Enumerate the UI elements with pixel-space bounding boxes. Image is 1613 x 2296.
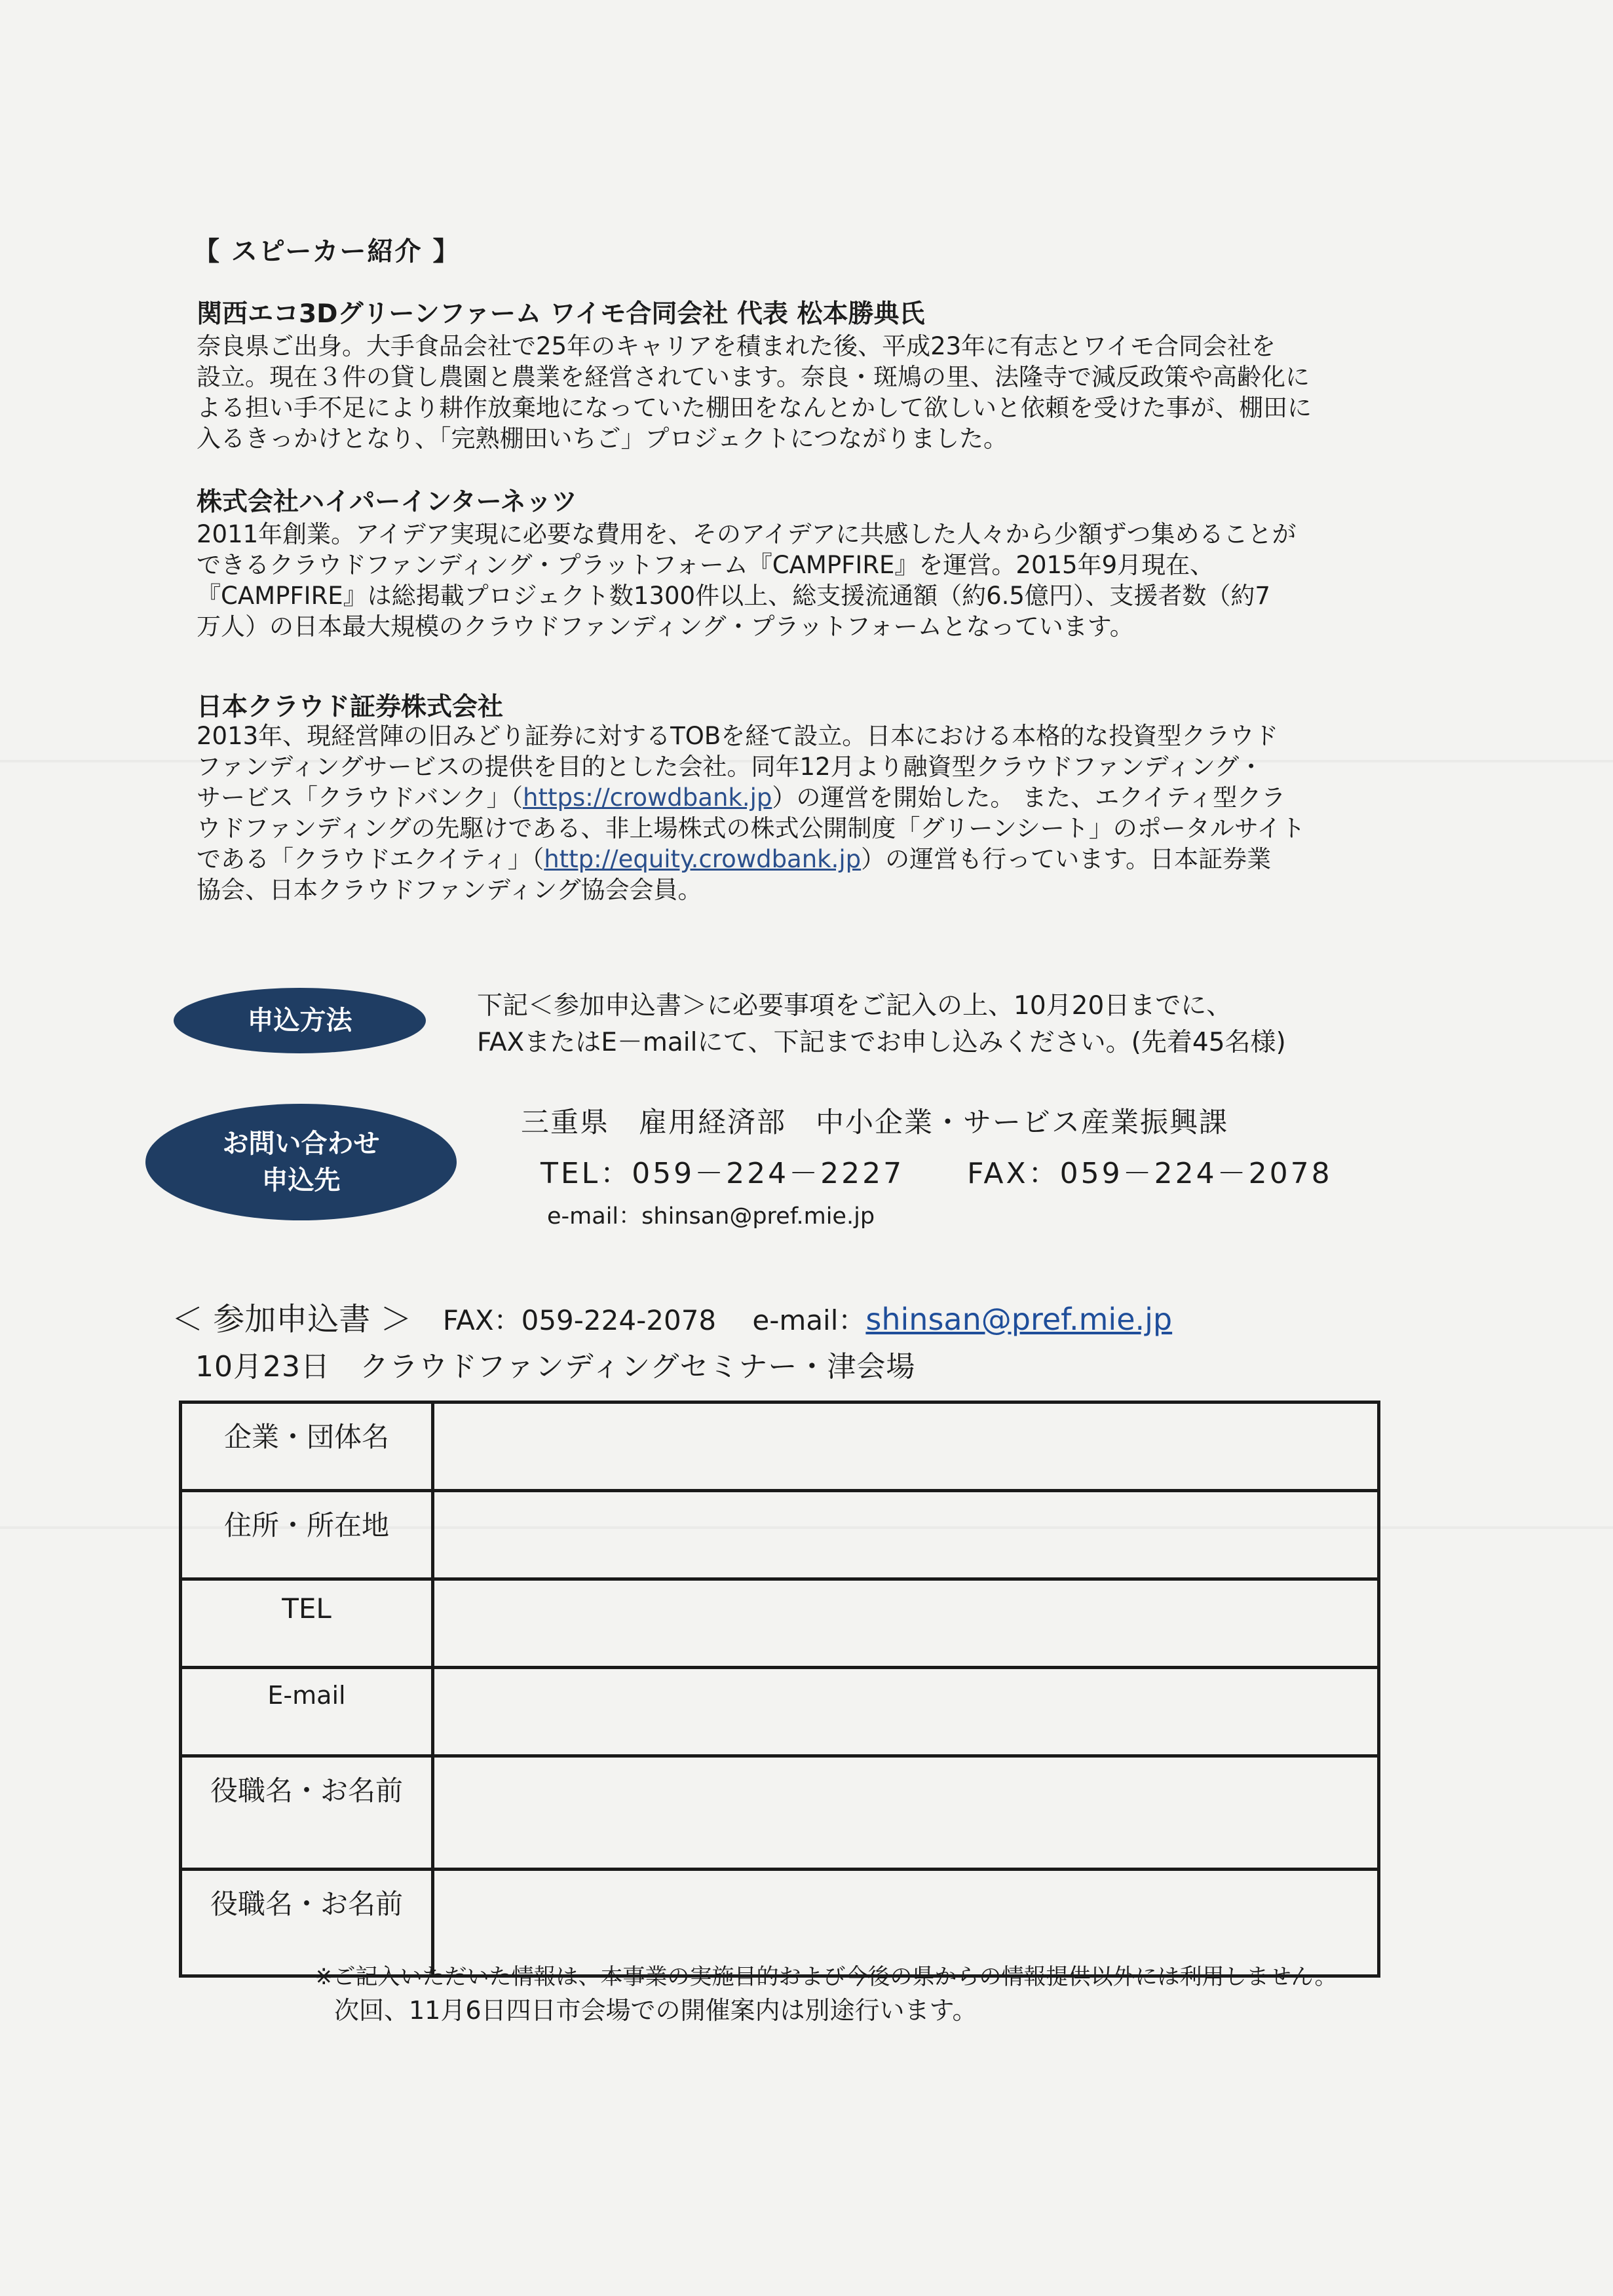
speaker-3-text: である「クラウドエクイティ」（ [197, 845, 544, 873]
speakers-section-title: 【 スピーカー紹介 】 [193, 236, 461, 267]
speaker-2-bio [197, 519, 1464, 642]
speaker-3-bio-line [197, 844, 1464, 875]
apply-method-badge [174, 988, 426, 1053]
apply-method-badge-label: 申込方法 [247, 1006, 352, 1036]
speaker-1-bio-line: よる担い手不足により耕作放棄地になっていた棚田をなんとかして欲しいと依頼を受けた事が、棚田に [197, 394, 1312, 422]
apply-instructions [477, 988, 1286, 1061]
form-header [172, 1294, 1172, 1339]
contact-department: 三重県 雇用経済部 中小企業・サービス産業振興課 [521, 1106, 1228, 1139]
contact-badge-line: お問い合わせ [222, 1129, 380, 1159]
privacy-note: ※ご記入いただいた情報は、本事業の実施目的および今後の県からの情報提供以外には利用しません。 [314, 1964, 1337, 1990]
contact-email: e-mail：shinsan@pref.mie.jp [547, 1203, 875, 1230]
speaker-3-bio-line: 2013年、現経営陣の旧みどり証券に対するTOBを経て設立。日本における本格的な投資型クラウド [197, 722, 1279, 750]
speaker-1-bio-line: 設立。現在３件の貸し農園と農業を経営されています。奈良・斑鳩の里、法隆寺で減反政策や高齢化に [197, 363, 1310, 391]
form-label-email: E-mail [181, 1668, 433, 1756]
form-row-company [181, 1402, 1379, 1491]
form-label-name: 役職名・お名前 [181, 1756, 433, 1870]
address-field[interactable] [433, 1491, 1379, 1579]
speaker-2-bio-line: できるクラウドファンディング・プラットフォーム『CAMPFIRE』を運営。2015年9月現在、 [197, 551, 1215, 579]
form-label-tel: TEL [181, 1579, 433, 1668]
apply-instructions-line: FAXまたはE－mailにて、下記までお申し込みください。(先着45名様) [477, 1028, 1286, 1057]
speaker-3-bio-line: 協会、日本クラウドファンディング協会会員。 [197, 876, 702, 904]
contact-info [521, 1101, 1333, 1231]
contact-tel-fax: TEL：059－224－2227 FAX：059－224－2078 [541, 1157, 1333, 1190]
equity-crowdbank-link[interactable]: http://equity.crowdbank.jp [544, 845, 862, 873]
form-row-address [181, 1491, 1379, 1579]
speaker-2-name: 株式会社ハイパーインターネッツ [197, 487, 577, 517]
next-event-note: 次回、11月6日四日市会場での開催案内は別途行います。 [334, 1996, 977, 2025]
form-subtitle: 10月23日 クラウドファンディングセミナー・津会場 [195, 1350, 916, 1383]
speaker-3-bio-line [197, 782, 1464, 813]
contact-badge [145, 1104, 457, 1220]
speaker-1-name: 関西エコ3Dグリーンファーム ワイモ合同会社 代表 松本勝典氏 [197, 299, 925, 329]
speaker-3-text: サービス「クラウドバンク」（ [197, 783, 523, 812]
speaker-1-bio-line: 奈良県ご出身。大手食品会社で25年のキャリアを積まれた後、平成23年に有志とワイモ合同会社を [197, 332, 1276, 360]
form-row-name-1 [181, 1756, 1379, 1870]
speaker-2-bio-line: 2011年創業。アイデア実現に必要な費用を、そのアイデアに共感した人々から少額ずつ集めることが [197, 520, 1297, 548]
speaker-3-name: 日本クラウド証券株式会社 [197, 692, 504, 722]
speaker-1-bio-line: 入るきっかけとなり、「完熟棚田いちご」プロジェクトにつながりました。 [197, 424, 1008, 453]
form-email-label: e-mail： [752, 1304, 866, 1336]
speaker-2-bio-line: 万人）の日本最大規模のクラウドファンディング・プラットフォームとなっています。 [197, 612, 1134, 641]
form-row-email [181, 1668, 1379, 1756]
company-name-field[interactable] [433, 1402, 1379, 1491]
title-name-field-1[interactable] [433, 1756, 1379, 1870]
application-form-table [179, 1401, 1380, 1978]
speaker-3-bio [197, 721, 1464, 905]
email-field[interactable] [433, 1668, 1379, 1756]
form-row-tel [181, 1579, 1379, 1668]
speaker-2-bio-line: 『CAMPFIRE』は総掲載プロジェクト数1300件以上、総支援流通額（約6.5億円）、支援者数（約7 [197, 582, 1270, 610]
crowdbank-link[interactable]: https://crowdbank.jp [523, 783, 772, 812]
apply-instructions-line: 下記＜参加申込書＞に必要事項をご記入の上、10月20日までに、 [477, 991, 1232, 1021]
tel-field[interactable] [433, 1579, 1379, 1668]
form-email-link[interactable]: shinsan@pref.mie.jp [865, 1302, 1173, 1337]
speaker-1-bio [197, 331, 1464, 454]
speaker-3-bio-line: ウドファンディングの先駆けである、非上場株式の株式公開制度「グリーンシート」のポータルサイト [197, 814, 1306, 842]
form-label-company: 企業・団体名 [181, 1402, 433, 1491]
form-label-name: 役職名・お名前 [181, 1870, 433, 1976]
speaker-3-text: ）の運営を開始した。 また、エクイティ型クラ [772, 783, 1286, 812]
contact-badge-line: 申込先 [261, 1165, 341, 1195]
form-title: ＜ 参加申込書 ＞ [172, 1301, 412, 1338]
form-fax: FAX：059-224-2078 [442, 1304, 717, 1336]
speaker-3-text: ）の運営も行っています。日本証券業 [861, 845, 1272, 873]
form-label-address: 住所・所在地 [181, 1491, 433, 1579]
speaker-3-bio-line: ファンディングサービスの提供を目的とした会社。同年12月より融資型クラウドファンディング・ [197, 753, 1264, 781]
